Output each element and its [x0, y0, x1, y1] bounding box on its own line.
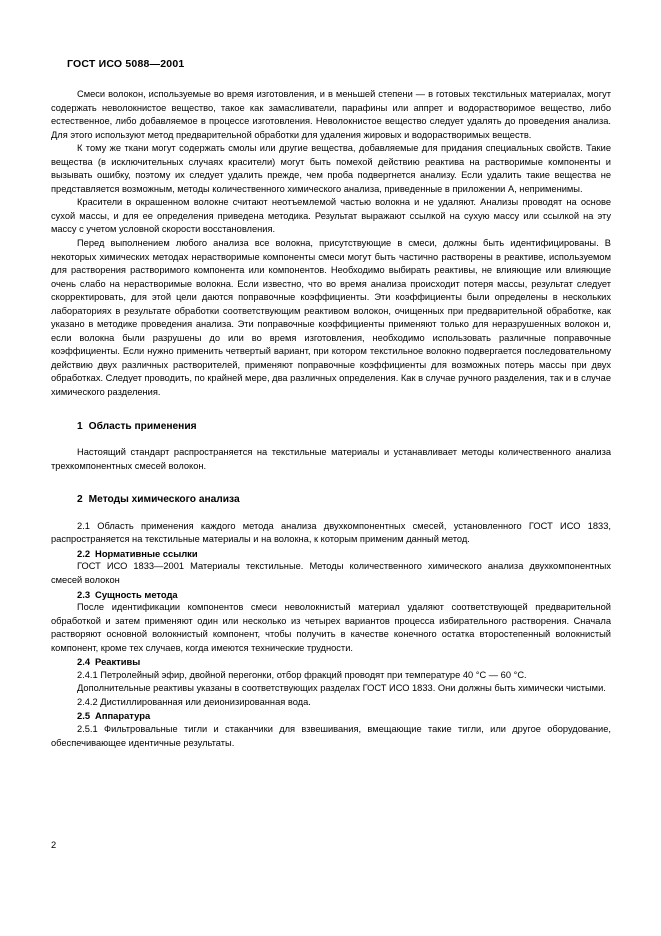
subsection-2-1-paragraph: [51, 520, 611, 547]
section-number-2: 2: [77, 494, 83, 506]
subsection-number-2-2: 2.2: [77, 547, 91, 559]
clause-2-5-1: [51, 723, 611, 750]
intro-paragraph-2: К тому же ткани могут содержать смолы или другие вещества, добавляемые для придания специальных свойств. Такие вещества (в исключительных случаях красители) могут быть помехой действию реактива на растворимые компоненты и вызывать ошибку, поэтому их следует удалить прежде, чем проба подвергнется анализу. Если удалить такие вещества не представляется возможным, методы количественного химического анализа, приведенные в приложении А, неприменимы.: [51, 143, 611, 194]
spacer: [51, 400, 611, 420]
clause-2-4-2: [51, 696, 611, 710]
document-body: [51, 88, 611, 750]
clause-number-2-4-2: 2.4.2: [77, 696, 98, 707]
page-number: 2: [51, 840, 57, 850]
subsection-title-2-3: Сущность метода: [95, 588, 178, 600]
section-title-2: Методы химического анализа: [88, 494, 240, 506]
intro-paragraph-3: Красители в окрашенном волокне считают неотъемлемой частью волокна и не удаляют. Анализы проводят на основе сухой массы, и для ее определения приведена методика. Результат выражают ссылкой на сухую массу или ссылкой на эту массу с учетом условной скорости восстановления.: [51, 197, 611, 235]
subsection-title-2-2: Нормативные ссылки: [95, 547, 198, 559]
section-number-1: 1: [77, 420, 83, 432]
section-1-paragraph-1: Настоящий стандарт распространяется на текстильные материалы и устанавливает методы количественного анализа трехкомпонентных смесей волокон.: [51, 447, 611, 471]
subsection-heading-2-2: [51, 547, 611, 561]
section-heading-2: [51, 493, 611, 507]
spacer: [51, 433, 611, 446]
intro-paragraph-4: Перед выполнением любого анализа все волокна, присутствующие в смеси, должны быть идентифицированы. В некоторых химических методах нерастворимые компоненты смеси могут быть частично растворены в реактиве, используемом для растворения растворимого компонента или компонентов. Необходимо выбирать реактивы, не влияющие или влияющие очень слабо на нерастворимые волокна. Если известно, что во время анализа происходит потеря массы, результат следует скорректировать, для этой цели даются поправочные коэффициенты. Эти коэффициенты были определены в нескольких лабораториях в результате обработки соответствующим реактивом волокон, очищенных при предварительной обработке, как указано в методике проведения анализа. Эти поправочные коэффициенты применяют только для неразрушенных волокон и, если волокна были разрушены до или во время изготовления, необходимо использовать различные поправочные коэффициенты. Если нужно применить четвертый вариант, при котором текстильное волокно подвергается последовательному действию двух различных растворителей, применяют поправочные коэффициенты для возможных потерь массы при двух обработках. Следует проводить, по крайней мере, два различных определения. Как в случае ручного разделения, так и в случае химического разделения.: [51, 238, 611, 398]
subsection-title-2-5: Аппаратура: [95, 710, 151, 722]
subsection-number-2-4: 2.4: [77, 656, 91, 668]
clause-number-2-5-1: 2.5.1: [77, 723, 98, 734]
subsection-heading-2-3: [51, 588, 611, 602]
intro-paragraph-1: Смеси волокон, используемые во время изготовления, и в меньшей степени — в готовых текстильных материалах, могут содержать неволокнистое вещество, такое как замасливатели, парафины или аппрет и водорастворимое вещество, либо естественное, либо добавляемое в процессе изготовления. Неволокнистое вещество следует удалять до проведения анализа. Для этого используют метод предварительной обработки для удаления жировых и водорастворимых веществ.: [51, 89, 611, 140]
subsection-title-2-4: Реактивы: [95, 656, 141, 668]
spacer: [51, 473, 611, 493]
clause-2-4-extra-text: Дополнительные реактивы указаны в соответствующих разделах ГОСТ ИСО 1833. Они должны быть химически чистыми.: [77, 683, 606, 694]
clause-2-4-2-text: Дистиллированная или деионизированная вода.: [100, 696, 311, 707]
subsection-2-1-text: Область применения каждого метода анализа двухкомпонентных смесей, установленного ГОСТ ИСО 1833, распространяется на текстильные материалы и на волокна, к которым применим данный метод.: [51, 520, 611, 545]
subsection-heading-2-5: [51, 709, 611, 723]
subsection-heading-2-4: [51, 655, 611, 669]
clause-number-2-4-1: 2.4.1: [77, 669, 98, 680]
subsection-2-3-paragraph: После идентификации компонентов смеси неволокнистый материал удаляют соответствующей предварительной обработкой и затем применяют один или несколько из четырех вариантов процесса избирательного растворения. Сначала растворяют основной волокнистый компонент, чтобы получить в качестве конечного остатка второстепенный волокнистый компонент, кроме тех случаев, когда имеются технические трудности.: [51, 602, 611, 653]
subsection-number-2-1: 2.1: [77, 520, 90, 531]
section-title-1: Область применения: [88, 420, 197, 432]
page-header-standard-number: ГОСТ ИСО 5088—2001: [67, 58, 185, 70]
clause-2-4-1-text: Петролейный эфир, двойной перегонки, отбор фракций проводят при температуре 40 °C — 60 °C.: [100, 669, 527, 680]
subsection-number-2-3: 2.3: [77, 588, 91, 600]
subsection-2-2-paragraph: ГОСТ ИСО 1833—2001 Материалы текстильные. Методы количественного химического анализа двухкомпонентных смесей волокон: [51, 561, 611, 585]
clause-2-4-1: [51, 669, 611, 683]
subsection-number-2-5: 2.5: [77, 710, 91, 722]
section-heading-1: [51, 420, 611, 434]
spacer: [51, 507, 611, 520]
clause-2-5-1-text: Фильтровальные тигли и стаканчики для взвешивания, вмещающие такие тигли, или другое оборудование, обеспечивающее идентичные результаты.: [51, 723, 611, 748]
